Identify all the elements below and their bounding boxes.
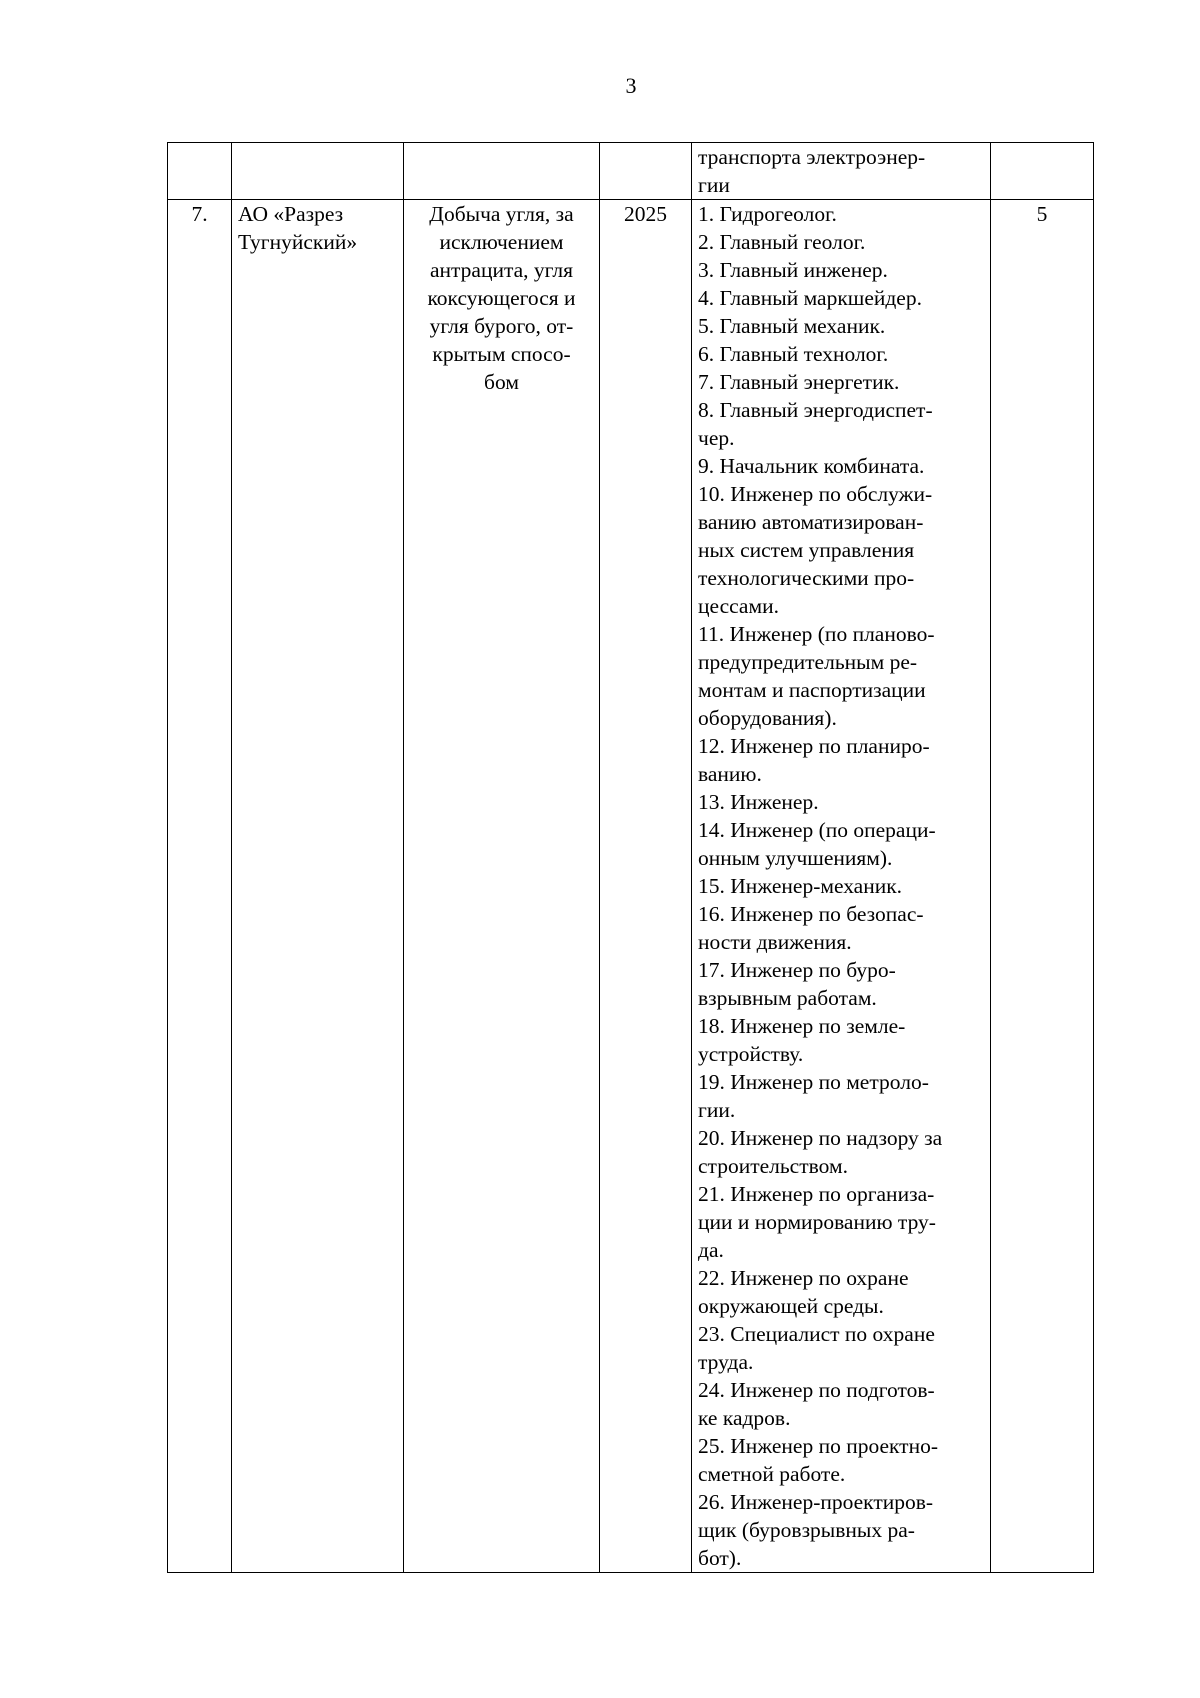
- positions-line: 26. Инженер-проектиров-: [698, 1490, 934, 1514]
- positions-line: ке кадров.: [698, 1406, 791, 1430]
- positions-line: монтам и паспортизации: [698, 678, 926, 702]
- positions-line: 6. Главный технолог.: [698, 342, 889, 366]
- positions-table: [167, 142, 1094, 1573]
- cell-organization-empty: [232, 143, 404, 200]
- cell-number-empty: [168, 143, 232, 200]
- positions-line: труда.: [698, 1350, 754, 1374]
- activity-line: крытым спосо-: [432, 342, 571, 366]
- activity-line: коксующегося и: [427, 286, 576, 310]
- positions-line: предупредительным ре-: [698, 650, 918, 674]
- positions-line: строительством.: [698, 1154, 848, 1178]
- positions-line: 2. Главный геолог.: [698, 230, 866, 254]
- positions-line: цессами.: [698, 594, 779, 618]
- cell-count: 5: [991, 200, 1094, 1573]
- positions-line: чер.: [698, 426, 735, 450]
- positions-line: окружающей среды.: [698, 1294, 884, 1318]
- cell-positions-continuation: [692, 143, 991, 200]
- positions-line: 3. Главный инженер.: [698, 258, 888, 282]
- positions-line: 25. Инженер по проектно-: [698, 1434, 938, 1458]
- positions-line: устройству.: [698, 1042, 804, 1066]
- positions-line: 7. Главный энергетик.: [698, 370, 900, 394]
- positions-line: 9. Начальник комбината.: [698, 454, 925, 478]
- activity-line: угля бурого, от-: [429, 314, 574, 338]
- positions-line: бот).: [698, 1546, 742, 1570]
- activity-line: антрацита, угля: [429, 258, 574, 282]
- positions-line: 23. Специалист по охране: [698, 1322, 935, 1346]
- activity-line: Добыча угля, за: [429, 202, 574, 226]
- positions-line: 16. Инженер по безопас-: [698, 902, 924, 926]
- cell-year-empty: [600, 143, 692, 200]
- positions-line: взрывным работам.: [698, 986, 877, 1010]
- positions-line: 12. Инженер по планиро-: [698, 734, 930, 758]
- positions-line: оборудования).: [698, 706, 837, 730]
- positions-line: сметной работе.: [698, 1462, 846, 1486]
- positions-line: 17. Инженер по буро-: [698, 958, 896, 982]
- cell-number: 7.: [168, 200, 232, 1573]
- positions-line: 8. Главный энергодиспет-: [698, 398, 933, 422]
- positions-line: 20. Инженер по надзору за: [698, 1126, 943, 1150]
- positions-line: 13. Инженер.: [698, 790, 819, 814]
- positions-line: да.: [698, 1238, 724, 1262]
- cell-positions: [692, 200, 991, 1573]
- cell-activity: [404, 200, 600, 1573]
- positions-line: гии.: [698, 1098, 736, 1122]
- positions-line: ванию автоматизирован-: [698, 510, 924, 534]
- positions-line: 19. Инженер по метроло-: [698, 1070, 929, 1094]
- positions-line: 10. Инженер по обслужи-: [698, 482, 933, 506]
- positions-line: ных систем управления: [698, 538, 915, 562]
- cell-count-empty: [991, 143, 1094, 200]
- table-row-continuation: [168, 143, 1094, 200]
- activity-line: бом: [484, 370, 519, 394]
- positions-line: 5. Главный механик.: [698, 314, 886, 338]
- cell-year: 2025: [600, 200, 692, 1573]
- positions-line: 18. Инженер по земле-: [698, 1014, 906, 1038]
- cell-activity-empty: [404, 143, 600, 200]
- positions-line: гии: [698, 173, 730, 197]
- positions-line: щик (буровзрывных ра-: [698, 1518, 915, 1542]
- positions-line: транспорта электроэнер-: [698, 145, 926, 169]
- activity-line: исключением: [439, 230, 564, 254]
- positions-line: ности движения.: [698, 930, 852, 954]
- positions-line: технологическими про-: [698, 566, 915, 590]
- positions-line: онным улучшениям).: [698, 846, 893, 870]
- positions-line: ванию.: [698, 762, 762, 786]
- organization-line: АО «Разрез: [238, 202, 344, 226]
- organization-line: Тугнуйский»: [238, 230, 358, 254]
- page-number: 3: [625, 73, 637, 98]
- positions-line: ции и нормированию тру-: [698, 1210, 936, 1234]
- cell-organization: [232, 200, 404, 1573]
- positions-line: 15. Инженер-механик.: [698, 874, 903, 898]
- positions-line: 4. Главный маркшейдер.: [698, 286, 922, 310]
- positions-line: 22. Инженер по охране: [698, 1266, 909, 1290]
- positions-line: 1. Гидрогеолог.: [698, 202, 837, 226]
- positions-line: 11. Инженер (по планово-: [698, 622, 935, 646]
- table-row: [168, 200, 1094, 1573]
- positions-line: 24. Инженер по подготов-: [698, 1378, 935, 1402]
- positions-line: 21. Инженер по организа-: [698, 1182, 935, 1206]
- positions-line: 14. Инженер (по операци-: [698, 818, 936, 842]
